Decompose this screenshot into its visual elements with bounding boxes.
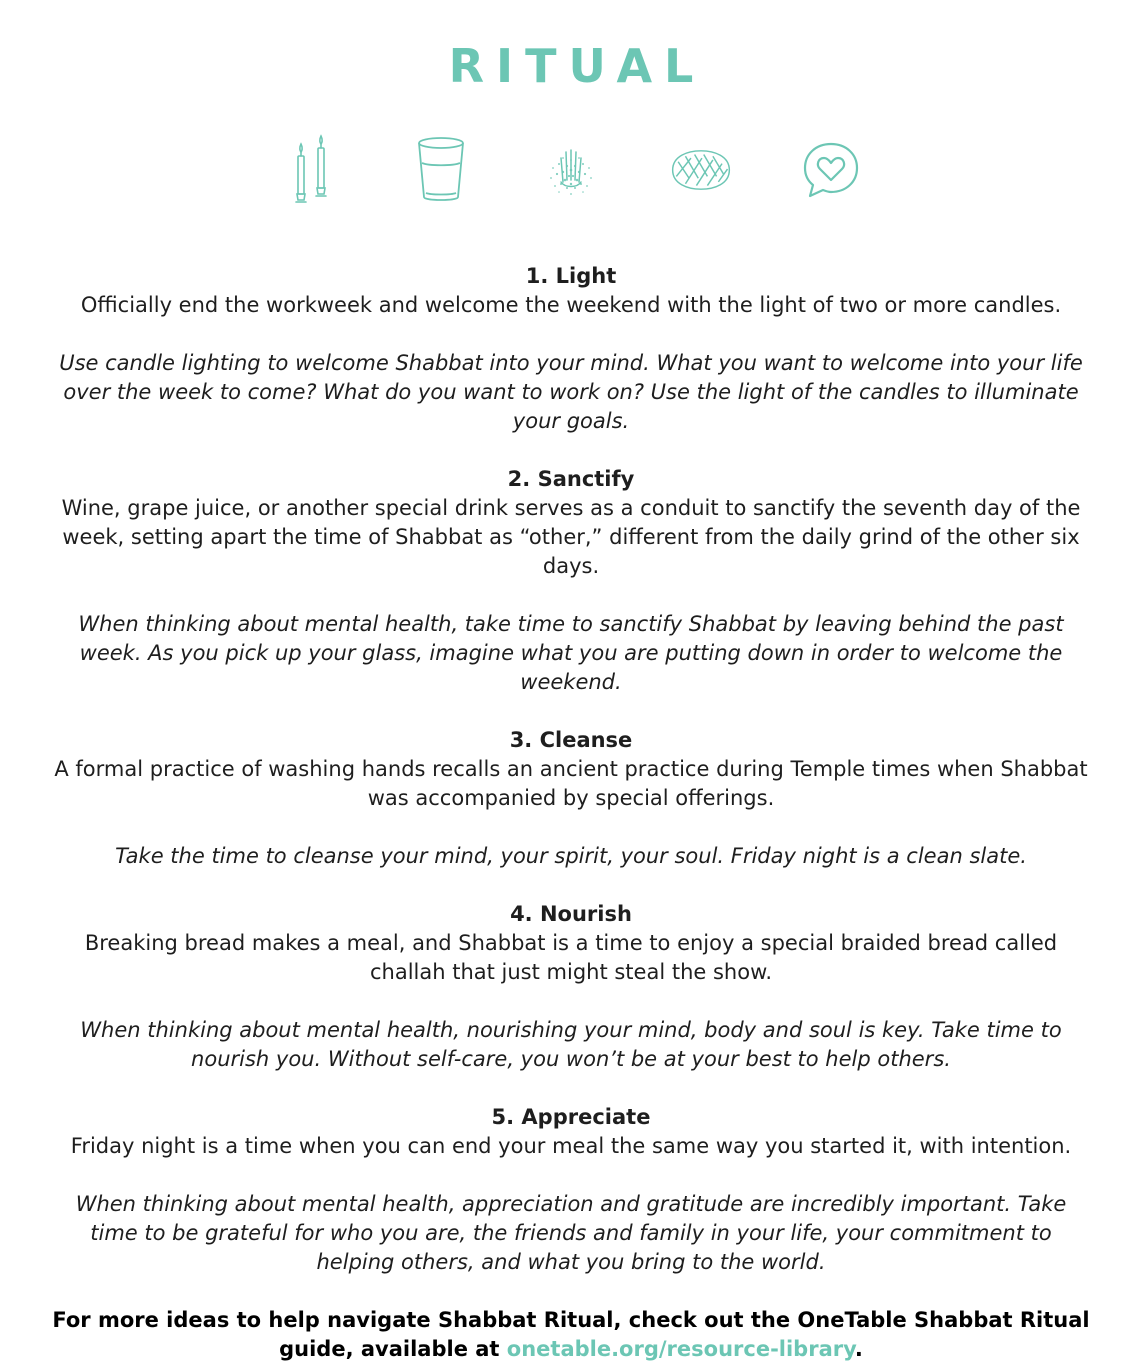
step-appreciate	[52, 1103, 1090, 1277]
step-description: Friday night is a time when you can end your meal the same way you started it, with intention.	[70, 1134, 1072, 1158]
footer-text: For more ideas to help navigate Shabbat Ritual, check out the OneTable Shabbat Ritual guide, available at	[52, 1308, 1090, 1361]
ritual-icon-row	[0, 130, 1142, 210]
candles-icon	[279, 134, 343, 206]
step-reflection: Use candle lighting to welcome Shabbat into your mind. What you want to welcome into your life over the week to come? What do you want to work on? Use the light of the candles to illuminate your goals.	[59, 351, 1083, 433]
step-reflection: When thinking about mental health, nourishing your mind, body and soul is key. Take time to nourish you. Without self-care, you won’t be at your best to help others.	[80, 1018, 1062, 1071]
step-reflection: When thinking about mental health, take time to sanctify Shabbat by leaving behind the past week. As you pick up your glass, imagine what you are putting down in order to welcome the weekend.	[78, 612, 1064, 694]
step-reflection: When thinking about mental health, appreciation and gratitude are incredibly important. Take time to be grateful for who you are, the friends and family in your life, your commitment to helping others, and what you bring to the world.	[75, 1192, 1067, 1274]
challah-icon	[669, 134, 733, 206]
page-title: RITUAL	[448, 39, 706, 93]
step-heading: 1. Light	[525, 264, 617, 288]
step-description: A formal practice of washing hands recalls an ancient practice during Temple times when Shabbat was accompanied by special offerings.	[54, 757, 1088, 810]
step-description: Breaking bread makes a meal, and Shabbat is a time to enjoy a special braided bread called challah that just might steal the show.	[84, 931, 1058, 984]
footer-note	[52, 1306, 1090, 1364]
step-description: Officially end the workweek and welcome the weekend with the light of two or more candles.	[80, 293, 1062, 317]
step-heading: 4. Nourish	[510, 902, 632, 926]
step-cleanse	[52, 726, 1090, 871]
step-description: Wine, grape juice, or another special drink serves as a conduit to sanctify the seventh day of the week, setting apart the time of Shabbat as “other,” different from the daily grind of the other six days.	[61, 496, 1081, 578]
footer-period: .	[854, 1337, 863, 1361]
hands-icon	[539, 134, 603, 206]
glass-icon	[409, 134, 473, 206]
step-reflection: Take the time to cleanse your mind, your spirit, your soul. Friday night is a clean slate.	[115, 844, 1027, 868]
heart-chat-icon	[799, 134, 863, 206]
step-nourish	[52, 900, 1090, 1074]
step-heading: 5. Appreciate	[491, 1105, 651, 1129]
step-sanctify	[52, 465, 1090, 697]
ritual-steps	[0, 262, 1142, 1364]
step-light	[52, 262, 1090, 436]
step-heading: 2. Sanctify	[507, 467, 635, 491]
resource-library-link[interactable]: onetable.org/resource-library	[506, 1337, 855, 1361]
step-heading: 3. Cleanse	[509, 728, 633, 752]
